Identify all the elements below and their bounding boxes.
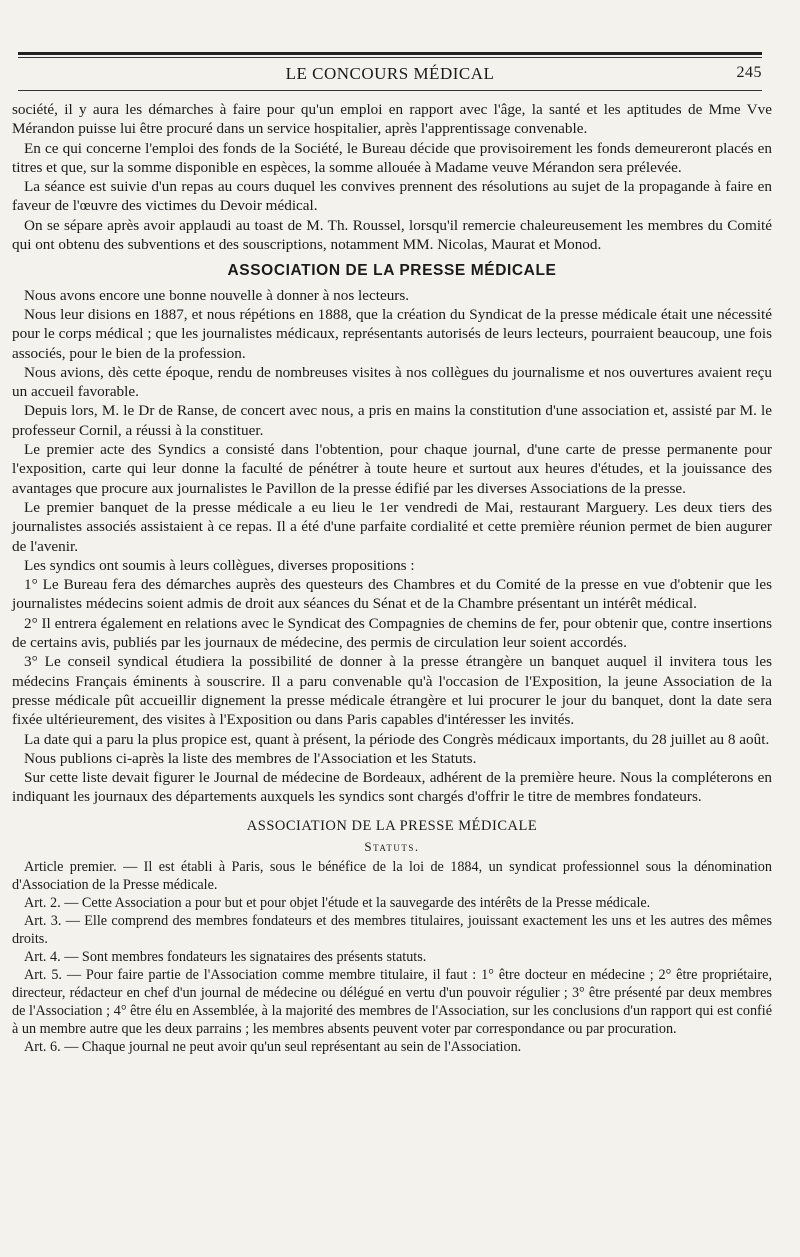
intro-paragraph: En ce qui concerne l'emploi des fonds de la Société, le Bureau décide que provisoirement les fonds demeureront placés en titres et que, sur la somme disponible en espèces, la somme allouée à Madame veuve Mérandon sera prélevée. [12, 139, 772, 176]
statut-article: Art. 4. — Sont membres fondateurs les signataires des présents statuts. [24, 949, 427, 966]
article-body [12, 100, 772, 1056]
proposal-item: 3° Le conseil syndical étudiera la possibilité de donner à la presse étrangère un banquet auquel il invitera tous les médecins Français éminents à souscrire. Il a paru convenable qu'à l'occasion de l'Exposition, la jeune Association de la presse médicale pût accueillir dignement la presse médicale étrangère et lui procurer le jour du banquet, dont la date sera fixée ultérieurement, des visites à l'Exposition ou dans Paris capables d'intéresser les invités. [12, 653, 772, 729]
statut-article: Art. 2. — Cette Association a pour but et pour objet l'étude et la sauvegarde des intérêts de la Presse médicale. [24, 895, 651, 912]
statut-article: Art. 6. — Chaque journal ne peut avoir qu'un seul représentant au sein de l'Association. [24, 1039, 522, 1056]
header-rule-bottom [18, 90, 762, 91]
proposal-item: 1° Le Bureau fera des démarches auprès des questeurs des Chambres et du Comité de la presse en vue d'obtenir que les journalistes médecins soient admis de droit aux séances du Sénat et de la Chambre présentant un intérêt médical. [12, 576, 772, 613]
section-paragraph: Nous publions ci-après la liste des membres de l'Association et les Statuts. [24, 749, 477, 767]
statuts-heading: ASSOCIATION DE LA PRESSE MÉDICALE [246, 817, 538, 834]
journal-title: LE CONCOURS MÉDICAL [285, 64, 495, 83]
section-paragraph: Nous leur disions en 1887, et nous répétions en 1888, que la création du Syndicat de la presse médicale était une nécessité pour le corps médical ; que les journalistes médicaux, représentants autorisés de leurs lecteurs, pourraient beaucoup, une fois associés, pour le bien de la profession. [12, 305, 772, 362]
section-paragraph: Les syndics ont soumis à leurs collègues, diverses propositions : [24, 556, 415, 574]
statut-article: Article premier. — Il est établi à Paris, sous le bénéfice de la loi de 1884, un syndicat professionnel sous la dénomination d'Association de la Presse médicale. [12, 859, 772, 894]
statut-article: Art. 3. — Elle comprend des membres fondateurs et des membres titulaires, jouissant exactement les uns et les autres des mêmes droits. [12, 913, 772, 948]
intro-paragraph: On se sépare après avoir applaudi au toast de M. Th. Roussel, lorsqu'il remercie chaleureusement les membres du Comité qui ont obtenu des subventions et des souscriptions, notamment MM. Nicolas, Maurat et Monod. [12, 216, 772, 254]
intro-paragraph: société, il y aura les démarches à faire pour qu'un emploi en rapport avec l'âge, la santé et les aptitudes de Mme Vve Mérandon puisse lui être procuré dans un service hospitalier, après l'apprentissage convenable. [12, 101, 772, 138]
section-paragraph: Depuis lors, M. le Dr de Ranse, de concert avec nous, a pris en mains la constitution d'une association et, assisté par M. le professeur Cornil, a réussi à la constituer. [12, 402, 772, 439]
section-paragraph: Nous avions, dès cette époque, rendu de nombreuses visites à nos collègues du journalisme et nos ouvertures avaient reçu un accueil favorable. [12, 363, 772, 401]
header-rule-top-thin [18, 57, 762, 58]
section-heading: ASSOCIATION DE LA PRESSE MÉDICALE [227, 262, 557, 280]
header-rule-top [18, 52, 762, 55]
section-paragraph: Sur cette liste devait figurer le Journal de médecine de Bordeaux, adhérent de la première heure. Nous la compléterons en indiquant les journaux des départements auxquels les syndics sont chargés d'offrir le titre de membres fondateurs. [12, 769, 772, 806]
section-paragraph: Le premier acte des Syndics a consisté dans l'obtention, pour chaque journal, d'une carte de presse permanente pour l'exposition, carte qui leur donne la faculté de pénétrer à toute heure et surtout aux heures d'études, et la jouissance des avantages que procure aux journalistes le Pavillon de la presse édifié par les diverses Associations de la presse. [12, 441, 772, 497]
proposal-item: 2° Il entrera également en relations avec le Syndicat des Compagnies de chemins de fer, pour obtenir que, contre insertions de certains avis, publiés par les journaux de médecine, des permis de circulation leur soient accordés. [12, 614, 772, 652]
running-header [18, 60, 762, 88]
section-paragraph: La date qui a paru la plus propice est, quant à présent, la période des Congrès médicaux importants, du 28 juillet au 8 août. [24, 730, 770, 748]
page-number: 245 [736, 64, 762, 81]
statuts-subheading: Statuts. [364, 838, 420, 854]
statuts-list [12, 858, 772, 1056]
section-paragraph: Nous avons encore une bonne nouvelle à donner à nos lecteurs. [24, 286, 410, 304]
intro-paragraph: La séance est suivie d'un repas au cours duquel les convives prennent des résolutions au sujet de la propagande à faire en faveur de l'œuvre des victimes du Devoir médical. [12, 178, 772, 215]
section-paragraph: Le premier banquet de la presse médicale a eu lieu le 1er vendredi de Mai, restaurant Marguery. Les deux tiers des journalistes associés assistaient à ce repas. Il a été d'une parfaite cordialité et cette première réunion permet de bien augurer de l'avenir. [12, 498, 772, 555]
statut-article: Art. 5. — Pour faire partie de l'Association comme membre titulaire, il faut : 1° être docteur en médecine ; 2° être propriétaire, directeur, rédacteur en chef d'un journal de médecine ou délégué en vertu d'un pouvoir régulier ; 3° être présenté par deux membres de l'Association ; 4° être élu en Assemblée, à la majorité des membres de l'Association, sur les conclusions d'un rapport qui est confié à un membre autre que les deux parrains ; les membres absents peuvent voter par correspondance ou par procuration. [12, 967, 772, 1038]
